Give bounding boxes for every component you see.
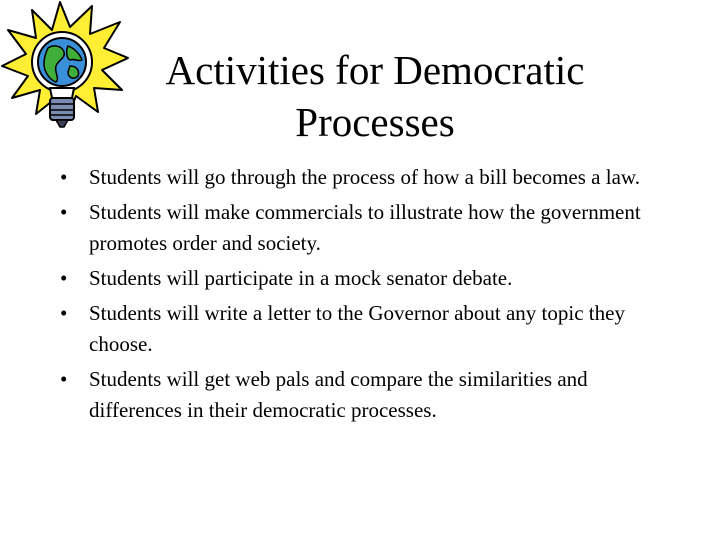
- bullet-item: [60, 162, 670, 193]
- bullet-item: [60, 263, 670, 294]
- bullet-text: Students will make commercials to illustrate how the government promotes order and society.: [89, 200, 641, 255]
- bulb-base: [50, 98, 74, 120]
- bullet-item: [60, 364, 670, 426]
- bulb-neck: [50, 88, 74, 98]
- bullet-text: Students will participate in a mock senator debate.: [89, 266, 513, 290]
- bulb-tip: [56, 120, 68, 127]
- bullet-dot: •: [60, 367, 68, 391]
- slide-title-line-1: Activities for Democratic: [165, 47, 585, 93]
- bullet-text: Students will go through the process of how a bill becomes a law.: [89, 165, 640, 189]
- slide-title-line-2: Processes: [295, 99, 455, 145]
- bullet-text: Students will get web pals and compare the similarities and differences in their democratic processes.: [89, 367, 588, 422]
- bullet-text: Students will write a letter to the Governor about any topic they choose.: [89, 301, 625, 356]
- bullet-item: [60, 197, 670, 259]
- bullet-list: [60, 162, 670, 430]
- bullet-dot: •: [60, 301, 68, 325]
- bullet-dot: •: [60, 200, 68, 224]
- bullet-dot: •: [60, 266, 68, 290]
- bullet-dot: •: [60, 165, 68, 189]
- bullet-item: [60, 298, 670, 360]
- slide-title: [95, 44, 655, 148]
- globe-land-3: [68, 66, 79, 78]
